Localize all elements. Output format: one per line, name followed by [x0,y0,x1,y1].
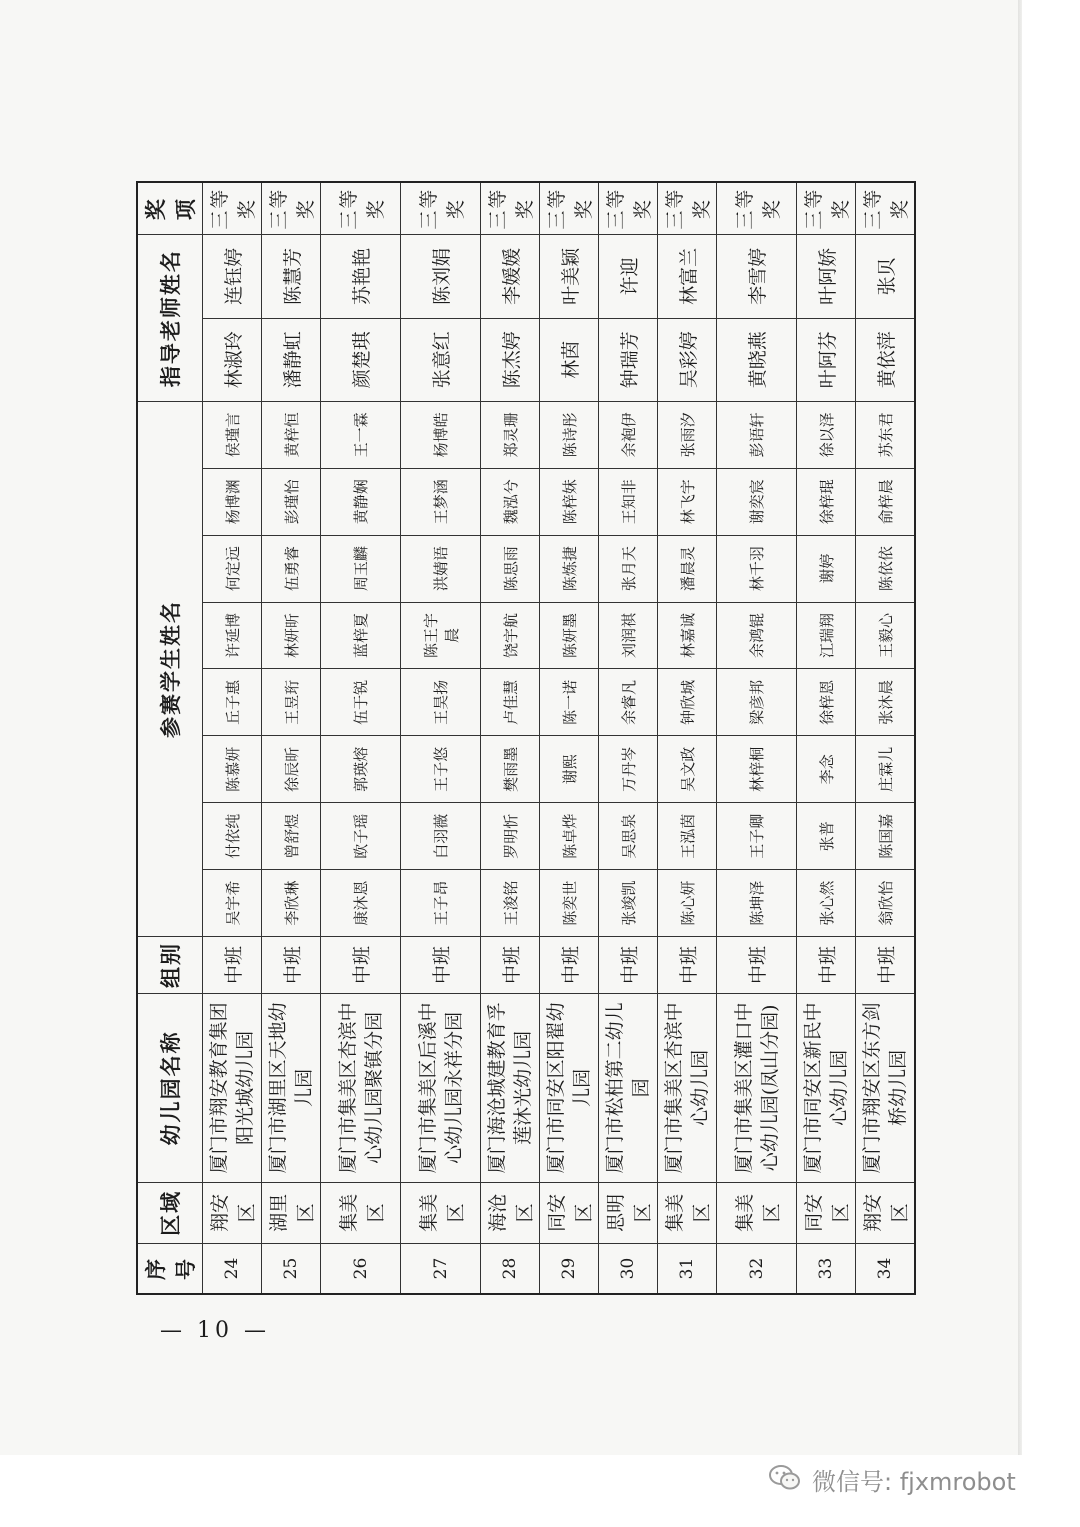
row-award: 三等奖 [401,182,481,235]
row-district: 湖里区 [262,1182,321,1243]
row-student: 陈卓烨 [540,803,599,870]
row-district: 翔安区 [203,1182,262,1243]
table-header-row [137,182,203,1294]
row-teacher: 陈杰婷 [481,318,540,401]
row-student: 彭瑾怡 [262,468,321,535]
row-group: 中班 [262,937,321,994]
row-teacher: 陈慧芳 [262,235,321,318]
row-seq: 29 [540,1244,599,1294]
row-seq: 34 [856,1244,916,1294]
row-student: 陈国嘉 [856,803,916,870]
row-teacher: 张贝 [856,235,916,318]
row-student: 俞梓晨 [856,468,916,535]
row-kindergarten: 厦门市翔安区东方剑桥幼儿园 [856,994,916,1183]
page-number: — 10 — [160,1318,270,1343]
row-group: 中班 [401,937,481,994]
table-row [540,182,599,1294]
row-district: 海沧区 [481,1182,540,1243]
row-teacher: 黄依萍 [856,318,916,401]
row-teacher: 林富兰 [658,235,717,318]
row-group: 中班 [599,937,658,994]
page-margin [1022,0,1080,1455]
row-student: 张普 [797,803,856,870]
row-group: 中班 [658,937,717,994]
row-district: 翔安区 [856,1182,916,1243]
table-row [797,182,856,1294]
row-student: 余鸿锟 [717,602,797,669]
row-student: 陈王宇晨 [401,602,481,669]
row-seq: 26 [321,1244,401,1294]
table-row [856,182,916,1294]
row-kindergarten: 厦门市集美区后溪中心幼儿园永祥分园 [401,994,481,1183]
row-student: 吴文政 [658,736,717,803]
row-award: 三等奖 [599,182,658,235]
row-student: 王一霖 [321,401,401,468]
row-student: 潘晨灵 [658,535,717,602]
row-student: 林嘉诚 [658,602,717,669]
row-district: 同安区 [540,1182,599,1243]
row-student: 周玉麟 [321,535,401,602]
row-teacher: 连钰婷 [203,235,262,318]
table-row [717,182,797,1294]
row-student: 魏泓兮 [481,468,540,535]
row-student: 曾舒煜 [262,803,321,870]
row-student: 徐梓恩 [797,669,856,736]
row-teacher: 李媛媛 [481,235,540,318]
table-row [401,182,481,1294]
row-student: 徐以泽 [797,401,856,468]
row-teacher: 颜楚琪 [321,318,401,401]
header-district: 区域 [137,1182,203,1243]
row-kindergarten: 厦门市同安区阳翟幼儿园 [540,994,599,1183]
row-kindergarten: 厦门市同安区新民中心幼儿园 [797,994,856,1183]
wechat-icon [768,1464,802,1492]
row-student: 林梓桐 [717,736,797,803]
row-student: 王梦涵 [401,468,481,535]
row-teacher: 叶阿芬 [797,318,856,401]
row-student: 白羽薇 [401,803,481,870]
header-group: 组别 [137,937,203,994]
row-award: 三等奖 [797,182,856,235]
row-student: 王泓茵 [658,803,717,870]
row-student: 郑灵珊 [481,401,540,468]
row-student: 伍于锐 [321,669,401,736]
row-student: 郭瑛熔 [321,736,401,803]
row-teacher: 张意红 [401,318,481,401]
row-seq: 24 [203,1244,262,1294]
row-teacher: 林茵 [540,318,599,401]
row-seq: 30 [599,1244,658,1294]
row-student: 谢奕宸 [717,468,797,535]
award-table [136,181,916,1295]
row-teacher: 吴彩婷 [658,318,717,401]
row-teacher: 叶阿娇 [797,235,856,318]
row-student: 蓝梓夏 [321,602,401,669]
row-teacher: 黄晓燕 [717,318,797,401]
row-group: 中班 [481,937,540,994]
row-group: 中班 [717,937,797,994]
row-award: 三等奖 [203,182,262,235]
row-kindergarten: 厦门市松柏第二幼儿园 [599,994,658,1183]
row-seq: 27 [401,1244,481,1294]
row-student: 李念 [797,736,856,803]
table-row [599,182,658,1294]
row-student: 陈心妍 [658,870,717,937]
row-student: 王子昂 [401,870,481,937]
row-student: 罗明忻 [481,803,540,870]
row-student: 丘子惠 [203,669,262,736]
row-teacher: 叶美颖 [540,235,599,318]
row-student: 万丹岑 [599,736,658,803]
row-district: 思明区 [599,1182,658,1243]
row-student: 谢熙 [540,736,599,803]
row-kindergarten: 厦门市集美区杏滨中心幼儿园聚镇分园 [321,994,401,1183]
row-student: 彭语轩 [717,401,797,468]
row-teacher: 潘静虹 [262,318,321,401]
row-student: 张沐晨 [856,669,916,736]
row-student: 张心然 [797,870,856,937]
row-student: 吴宇希 [203,870,262,937]
row-student: 黄梓恒 [262,401,321,468]
row-student: 王知非 [599,468,658,535]
row-district: 同安区 [797,1182,856,1243]
row-student: 梁彦邦 [717,669,797,736]
table-row [203,182,262,1294]
row-student: 黄静娴 [321,468,401,535]
row-student: 陈坤泽 [717,870,797,937]
row-student: 张月天 [599,535,658,602]
row-kindergarten: 厦门市集美区灌口中心幼儿园(凤山分园) [717,994,797,1183]
table-row [262,182,321,1294]
rotated-table-wrapper [136,181,911,1295]
row-student: 杨博皓 [401,401,481,468]
row-teacher: 苏艳艳 [321,235,401,318]
row-teacher: 许迎 [599,235,658,318]
row-student: 陈依依 [856,535,916,602]
row-teacher: 李雪婷 [717,235,797,318]
row-student: 卢佳慧 [481,669,540,736]
row-student: 饶宇航 [481,602,540,669]
row-student: 刘润祺 [599,602,658,669]
table-row [321,182,401,1294]
row-student: 王浚铭 [481,870,540,937]
row-seq: 25 [262,1244,321,1294]
row-student: 余袍伊 [599,401,658,468]
row-student: 林千羽 [717,535,797,602]
row-student: 庄霖儿 [856,736,916,803]
row-student: 陈奕世 [540,870,599,937]
row-student: 许延博 [203,602,262,669]
row-student: 李欣琳 [262,870,321,937]
row-award: 三等奖 [856,182,916,235]
row-student: 侯瑾言 [203,401,262,468]
row-student: 陈妍墨 [540,602,599,669]
row-award: 三等奖 [717,182,797,235]
row-student: 谢婷 [797,535,856,602]
row-student: 张竣凯 [599,870,658,937]
table-row [658,182,717,1294]
row-district: 集美区 [658,1182,717,1243]
row-student: 王子卿 [717,803,797,870]
row-award: 三等奖 [481,182,540,235]
row-kindergarten: 厦门海沧城建教育孚莲沐光幼儿园 [481,994,540,1183]
row-seq: 31 [658,1244,717,1294]
row-seq: 28 [481,1244,540,1294]
row-student: 王昊扬 [401,669,481,736]
row-student: 徐辰昕 [262,736,321,803]
row-student: 陈思雨 [481,535,540,602]
row-student: 余睿凡 [599,669,658,736]
row-student: 陈炼捷 [540,535,599,602]
header-seq: 序号 [137,1244,203,1294]
row-award: 三等奖 [262,182,321,235]
row-award: 三等奖 [540,182,599,235]
row-student: 王昱珩 [262,669,321,736]
row-kindergarten: 厦门市翔安教育集团阳光城幼儿园 [203,994,262,1183]
row-student: 张雨汐 [658,401,717,468]
row-student: 陈一诺 [540,669,599,736]
row-seq: 32 [717,1244,797,1294]
row-student: 江瑞翔 [797,602,856,669]
header-kindergarten: 幼儿园名称 [137,994,203,1183]
row-student: 吴思泉 [599,803,658,870]
row-district: 集美区 [401,1182,481,1243]
row-group: 中班 [321,937,401,994]
row-district: 集美区 [717,1182,797,1243]
row-award: 三等奖 [658,182,717,235]
row-teacher: 林淑玲 [203,318,262,401]
row-kindergarten: 厦门市集美区杏滨中心幼儿园 [658,994,717,1183]
row-student: 付依纯 [203,803,262,870]
row-teacher: 陈刘娟 [401,235,481,318]
row-award: 三等奖 [321,182,401,235]
row-district: 集美区 [321,1182,401,1243]
row-student: 苏东君 [856,401,916,468]
row-student: 王子悠 [401,736,481,803]
row-group: 中班 [203,937,262,994]
row-student: 欧子瑶 [321,803,401,870]
row-student: 康沐恩 [321,870,401,937]
watermark-text: 微信号: fjxmrobot [812,1468,1016,1496]
row-student: 伍勇睿 [262,535,321,602]
row-student: 杨博渊 [203,468,262,535]
row-group: 中班 [797,937,856,994]
header-teachers: 指导老师姓名 [137,235,203,402]
row-student: 钟欣城 [658,669,717,736]
header-students: 参赛学生姓名 [137,401,203,936]
row-student: 何定远 [203,535,262,602]
row-student: 林妍昕 [262,602,321,669]
header-award: 奖项 [137,182,203,235]
row-student: 林飞宇 [658,468,717,535]
row-group: 中班 [540,937,599,994]
row-student: 陈诗彤 [540,401,599,468]
row-teacher: 钟瑞芳 [599,318,658,401]
row-group: 中班 [856,937,916,994]
row-student: 陈慕妍 [203,736,262,803]
table-row [481,182,540,1294]
row-seq: 33 [797,1244,856,1294]
row-student: 翁欣怡 [856,870,916,937]
row-kindergarten: 厦门市湖里区天地幼儿园 [262,994,321,1183]
row-student: 徐梓琨 [797,468,856,535]
row-student: 王毅心 [856,602,916,669]
row-student: 樊雨墨 [481,736,540,803]
row-student: 洪婧语 [401,535,481,602]
row-student: 陈梓妹 [540,468,599,535]
